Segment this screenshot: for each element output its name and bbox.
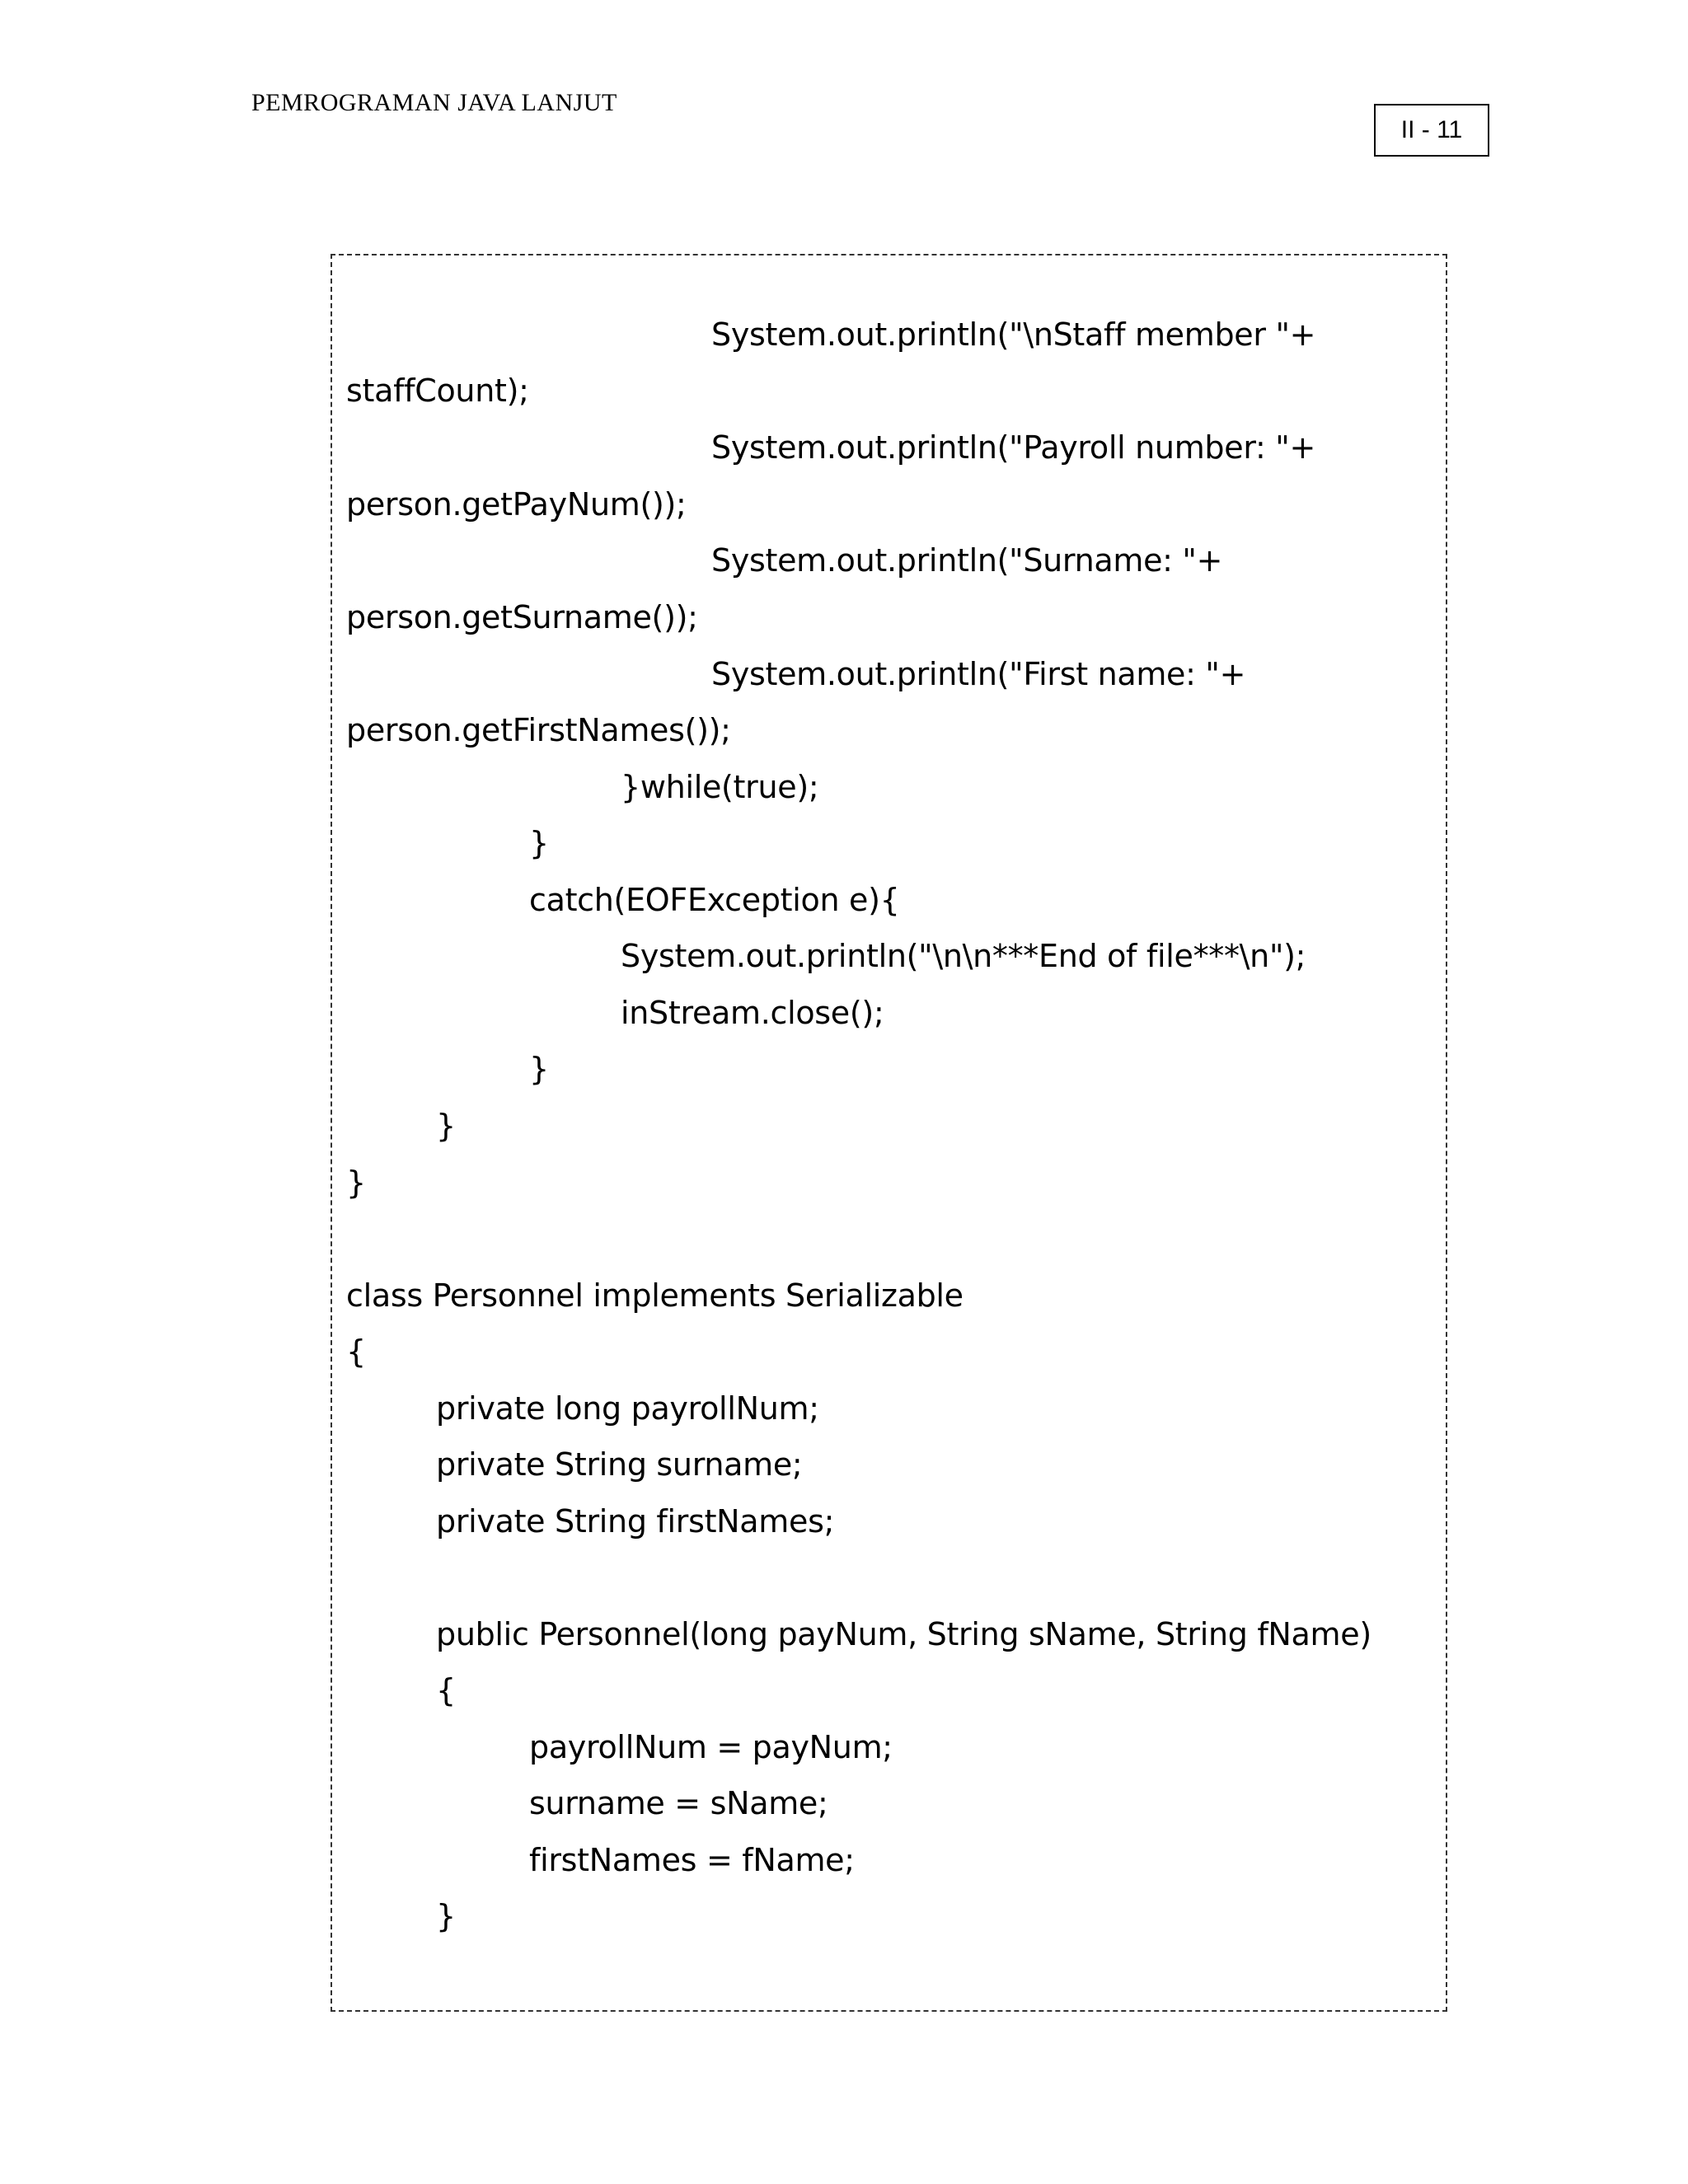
code-line: public Personnel(long payNum, String sName, String fName) [436, 1616, 1372, 1652]
code-line: catch(EOFException e){ [529, 882, 900, 918]
code-line: System.out.println("Surname: "+ [711, 542, 1223, 579]
code-line: class Personnel implements Serializable [346, 1277, 964, 1314]
code-line: inStream.close(); [621, 995, 884, 1031]
code-line: System.out.println("\nStaff member "+ [711, 316, 1316, 353]
code-line: person.getSurname()); [346, 599, 698, 635]
code-line: private String firstNames; [436, 1503, 835, 1540]
code-line: } [436, 1108, 456, 1144]
page-number: II - 11 [1400, 116, 1463, 143]
code-line: private String surname; [436, 1446, 803, 1483]
code-line: person.getFirstNames()); [346, 712, 731, 748]
running-header: PEMROGRAMAN JAVA LANJUT [251, 89, 617, 116]
code-line: } [529, 1051, 549, 1087]
code-line: private long payrollNum; [436, 1390, 819, 1427]
code-line: payrollNum = payNum; [529, 1729, 893, 1765]
code-line: } [346, 1165, 366, 1201]
code-line: person.getPayNum()); [346, 486, 687, 523]
page-number-box [1374, 104, 1489, 157]
code-line: staffCount); [346, 373, 529, 409]
code-line: { [436, 1672, 456, 1708]
code-line: } [529, 825, 549, 861]
code-line: firstNames = fName; [529, 1842, 855, 1878]
code-line: { [346, 1333, 366, 1370]
code-line: } [436, 1898, 456, 1934]
code-line: System.out.println("Payroll number: "+ [711, 429, 1315, 466]
code-listing-box [331, 254, 1447, 2012]
code-line: System.out.println("\n\n***End of file***\n"); [621, 938, 1306, 974]
code-line: surname = sName; [529, 1785, 828, 1821]
code-line: }while(true); [621, 769, 819, 805]
code-line: System.out.println("First name: "+ [711, 656, 1246, 692]
